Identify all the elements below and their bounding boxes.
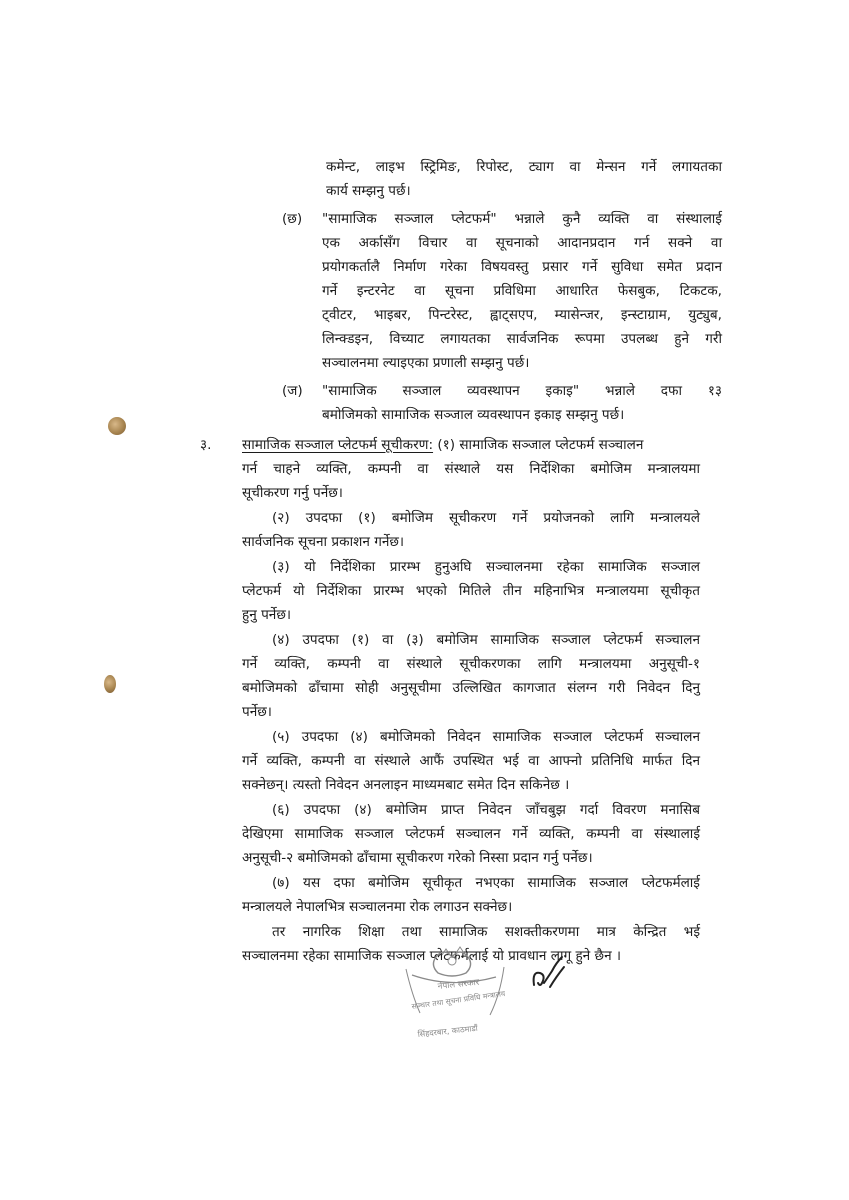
paragraph-line: हुनु पर्नेछ। — [242, 607, 292, 623]
subsection-2 — [242, 506, 700, 554]
paragraph-line: (३) यो निर्देशिका प्रारम्भ हुनुअघि सञ्चालनमा रहेका सामाजिक सञ्जाल — [272, 559, 700, 575]
seal-text-line: नेपाल सरकार — [437, 977, 480, 992]
definitions-block — [282, 155, 722, 427]
paragraph-line: सार्वजनिक सूचना प्रकाशन गर्नेछ। — [242, 534, 405, 550]
definition-item-chha — [282, 207, 722, 375]
seal-text-line: सिंहदरबार, काठमाडौं — [417, 1023, 479, 1039]
punch-hole-top — [108, 417, 126, 435]
section-heading: सामाजिक सञ्जाल प्लेटफर्म सूचीकरण: — [242, 437, 434, 453]
item-marker: (ज) — [282, 383, 303, 399]
paragraph-line: (६) उपदफा (४) बमोजिम प्राप्त निवेदन जाँचबुझ गर्दा विवरण मनासिब — [272, 802, 700, 818]
subsection-5 — [242, 725, 700, 797]
item-line: एक अर्कासँग विचार वा सूचनाको आदानप्रदान गर्न सक्ने वा — [322, 235, 722, 251]
paragraph-line: (५) उपदफा (४) बमोजिमको निवेदन सामाजिक सञ्जाल प्लेटफर्म सञ्चालन — [272, 729, 700, 745]
handwritten-signature — [528, 955, 568, 993]
section-number: ३. — [200, 437, 212, 453]
item-line: लिन्क्डइन, विच्याट लगायतका सार्वजनिक रूपमा उपलब्ध हुने गरी — [322, 331, 722, 347]
paragraph-line: सञ्चालनमा रहेका सामाजिक सञ्जाल प्लेटफर्मलाई यो प्रावधान लागू हुने छैन । — [242, 948, 622, 964]
item-line: ट्वीटर, भाइबर, पिन्टरेस्ट, ह्वाट्सएप, म्यासेन्जर, इन्स्टाग्राम, युट्युब, — [322, 307, 722, 323]
subsection-7 — [242, 871, 700, 919]
prev-item-line: कमेन्ट, लाइभ स्ट्रिमिङ, रिपोस्ट, ट्याग वा मेन्सन गर्ने लगायतका — [326, 159, 722, 175]
section-heading-row — [200, 433, 700, 457]
punch-hole-bottom — [104, 675, 116, 693]
paragraph-line: पर्नेछ। — [242, 704, 272, 720]
prev-item-line: कार्य सम्झनु पर्छ। — [326, 183, 411, 199]
item-line: गर्ने इन्टरनेट वा सूचना प्रविधिमा आधारित फेसबुक, टिकटक, — [322, 283, 722, 299]
paragraph-line: (७) यस दफा बमोजिम सूचीकृत नभएका सामाजिक सञ्जाल प्लेटफर्मलाई — [272, 875, 700, 891]
subsection-4 — [242, 628, 700, 724]
paragraph-line: सूचीकरण गर्नु पर्नेछ। — [242, 485, 343, 501]
seal-text-line: सञ्चार तथा सूचना प्रविधि मन्त्रालय — [411, 988, 506, 1011]
paragraph-line: अनुसूची-२ बमोजिमको ढाँचामा सूचीकरण गरेको निस्सा प्रदान गर्नु पर्नेछ। — [242, 850, 593, 866]
definition-item-ja — [282, 379, 722, 427]
section-3 — [200, 433, 700, 968]
item-line: सञ्चालनमा ल्याइएका प्रणाली सम्झनु पर्छ। — [322, 355, 530, 371]
paragraph-line: (२) उपदफा (१) बमोजिम सूचीकरण गर्ने प्रयोजनको लागि मन्त्रालयले — [272, 510, 700, 526]
subsection-6 — [242, 798, 700, 870]
official-seal-stamp — [398, 945, 518, 1045]
paragraph-line: देखिएमा सामाजिक सञ्जाल प्लेटफर्म सञ्चालन गर्ने व्यक्ति, कम्पनी वा संस्थालाई — [242, 826, 700, 842]
subsection-3 — [242, 555, 700, 627]
paragraph-line: (४) उपदफा (१) वा (३) बमोजिम सामाजिक सञ्जाल प्लेटफर्म सञ्चालन — [272, 632, 700, 648]
item-line: "सामाजिक सञ्जाल प्लेटफर्म" भन्नाले कुनै व्यक्ति वा संस्थालाई — [322, 211, 722, 227]
paragraph-line: तर नागरिक शिक्षा तथा सामाजिक सशक्तीकरणमा मात्र केन्द्रित भई — [272, 924, 700, 940]
item-marker: (छ) — [282, 211, 303, 227]
paragraph-line: सक्नेछन्। त्यस्तो निवेदन अनलाइन माध्यमबाट समेत दिन सकिनेछ । — [242, 777, 570, 793]
section-first-line: (१) सामाजिक सञ्जाल प्लेटफर्म सञ्चालन — [433, 437, 644, 453]
paragraph-line: गर्ने व्यक्ति, कम्पनी वा संस्थाले आफैं उपस्थित भई वा आफ्नो प्रतिनिधि मार्फत दिन — [242, 753, 700, 769]
paragraph-line: गर्ने व्यक्ति, कम्पनी वा संस्थाले सूचीकरणका लागि मन्त्रालयमा अनुसूची-१ — [242, 656, 700, 672]
paragraph-line: गर्न चाहने व्यक्ति, कम्पनी वा संस्थाले यस निर्देशिका बमोजिम मन्त्रालयमा — [242, 461, 700, 477]
item-line: बमोजिमको सामाजिक सञ्जाल व्यवस्थापन इकाइ सम्झनु पर्छ। — [322, 407, 625, 423]
paragraph-line: बमोजिमको ढाँचामा सोही अनुसूचीमा उल्लिखित कागजात संलग्न गरी निवेदन दिनु — [242, 680, 700, 696]
paragraph-line: प्लेटफर्म यो निर्देशिका प्रारम्भ भएको मितिले तीन महिनाभित्र मन्त्रालयमा सूचीकृत — [242, 583, 700, 599]
paragraph-line: मन्त्रालयले नेपालभित्र सञ्चालनमा रोक लगाउन सक्नेछ। — [242, 899, 513, 915]
item-line: प्रयोगकर्तालै निर्माण गरेका विषयवस्तु प्रसार गर्ने सुविधा समेत प्रदान — [322, 259, 722, 275]
item-line: "सामाजिक सञ्जाल व्यवस्थापन इकाइ" भन्नाले दफा १३ — [322, 383, 722, 399]
